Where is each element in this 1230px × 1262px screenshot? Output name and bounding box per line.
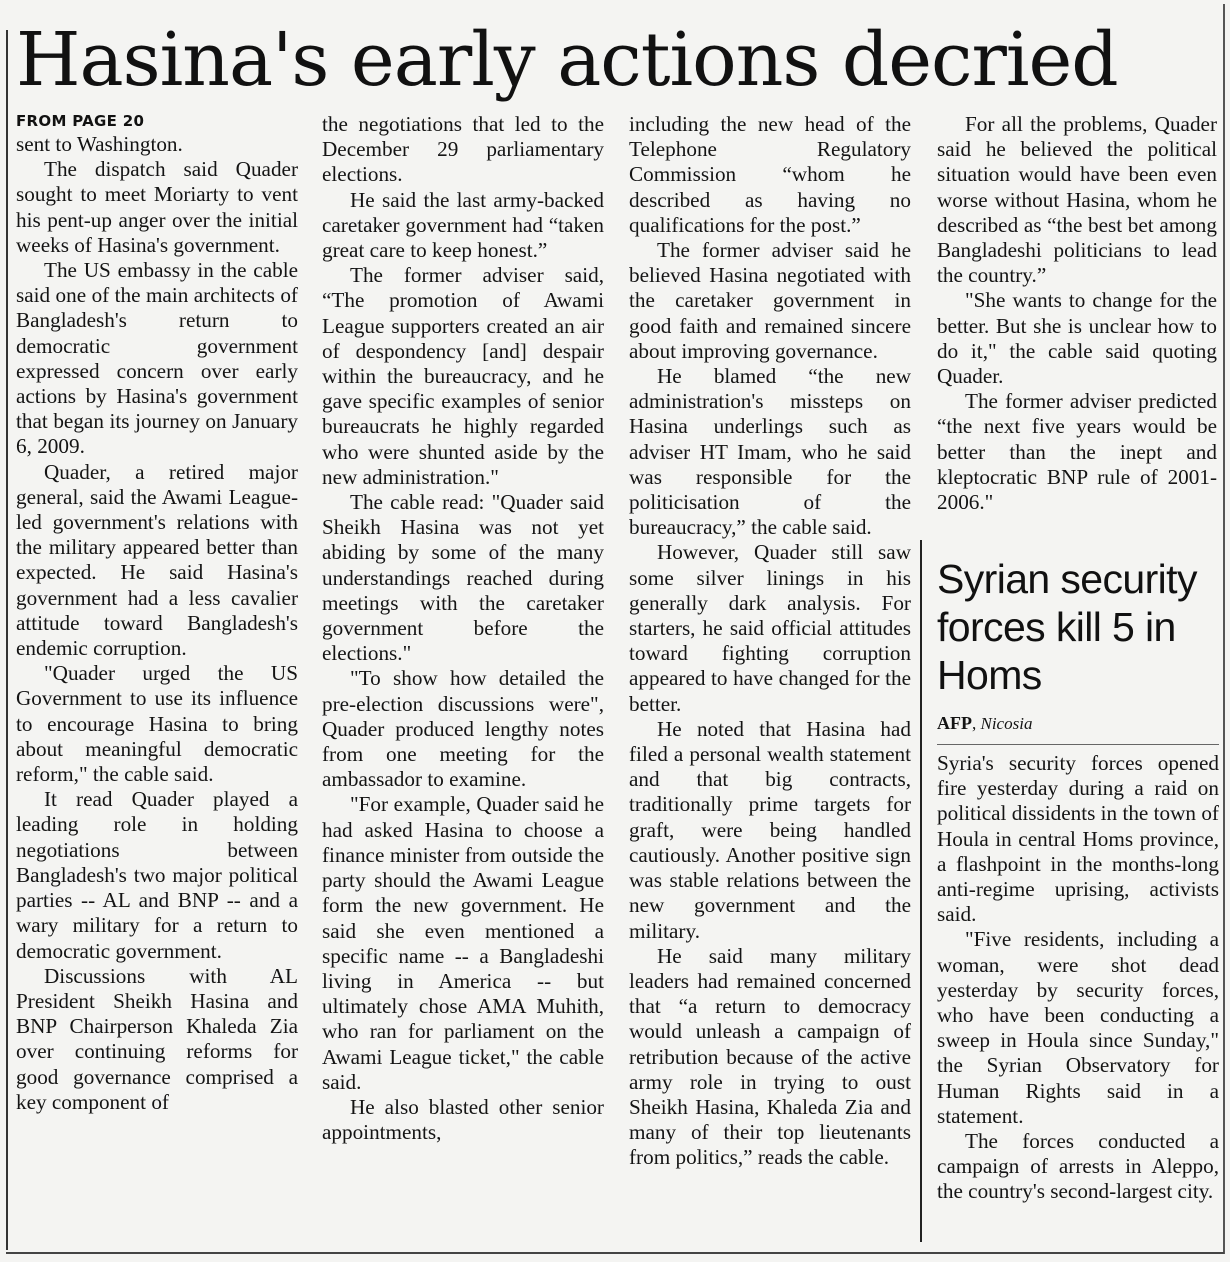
syria-headline: Syrian security forces kill 5 in Homs	[937, 556, 1197, 698]
paragraph: He noted that Hasina had filed a personal wealth statement and that big contracts, traditionally prime targets for graft, were being handled cautiously. Another positive sign was stable relations between the new government and the military.	[629, 716, 911, 943]
paragraph: He also blasted other senior appointments,	[322, 1094, 604, 1145]
paragraph: Discussions with AL President Sheikh Hasina and BNP Chairperson Khaleda Zia over continuing reforms for good governance comprised a key component of	[16, 963, 298, 1114]
paragraph: "For example, Quader said he had asked Hasina to choose a finance minister from outside the party should the Awami League form the new government. He said she even mentioned a specific name -- a Bangladeshi living in America -- but ultimately chose AMA Muhith, who ran for parliament on the Awami League ticket," the cable said.	[322, 792, 604, 1094]
byline-place: Nicosia	[980, 714, 1033, 733]
syria-story-body	[937, 751, 1219, 1226]
paragraph: The forces conducted a campaign of arrests in Aleppo, the country's second-largest city.	[937, 1129, 1219, 1204]
main-story-column-3	[629, 112, 911, 1247]
byline-rule	[937, 744, 1219, 745]
main-story-column-4	[937, 112, 1217, 532]
paragraph: He blamed “the new administration's missteps on Hasina underlings such as adviser HT Imam, who he said was responsible for the politicisation of the bureaucracy,” the cable said.	[629, 364, 911, 540]
paragraph: including the new head of the Telephone Regulatory Commission “whom he described as having no qualifications for the post.”	[629, 112, 911, 237]
paragraph: The dispatch said Quader sought to meet Moriarty to vent his pent-up anger over the initial weeks of Hasina's government.	[16, 157, 298, 257]
byline-separator: ,	[972, 714, 981, 733]
paragraph: "She wants to change for the better. But she is unclear how to do it," the cable said quoting Quader.	[937, 288, 1217, 389]
bottom-border-rule	[6, 1252, 1224, 1254]
paragraph: "Quader urged the US Government to use its influence to encourage Hasina to bring about meaningful democratic reform," the cable said.	[16, 661, 298, 787]
paragraph: sent to Washington.	[16, 132, 183, 156]
paragraph: The US embassy in the cable said one of the main architects of Bangladesh's return to democratic government expressed concern over early actions by Hasina's government that began its journey on January 6, 2009.	[16, 258, 298, 459]
main-story-column-2	[322, 112, 604, 1247]
paragraph: The former adviser said, “The promotion of Awami League supporters created an air of despondency [and] despair within the bureaucracy, and he gave specific examples of senior bureaucrats he highly regarded who were shunted aside by the new administration."	[322, 263, 604, 489]
syria-story	[937, 555, 1219, 1226]
byline	[937, 713, 1219, 734]
main-story-column-1	[16, 112, 298, 1247]
paragraph: "To show how detailed the pre-election discussions were", Quader produced lengthy notes from one meeting for the ambassador to examine.	[322, 666, 604, 792]
from-page-label: FROM PAGE 20	[16, 112, 145, 130]
paragraph: It read Quader played a leading role in holding negotiations between Bangladesh's two major political parties -- AL and BNP -- and a wary military for a return to democratic government.	[16, 787, 298, 963]
paragraph: For all the problems, Quader said he believed the political situation would have been even worse without Hasina, whom he described as “the best bet among Bangladeshi politicians to lead the country.”	[937, 112, 1217, 288]
paragraph: The cable read: "Quader said Sheikh Hasina was not yet abiding by some of the many understandings reached during meetings with the caretaker government before the elections."	[322, 490, 604, 666]
paragraph: The former adviser said he believed Hasina negotiated with the caretaker government in good faith and remained sincere about improving governance.	[629, 238, 911, 363]
paragraph: He said many military leaders had remained concerned that “a return to democracy would unleash a campaign of retribution because of the active army role in trying to oust Sheikh Hasina, Khaleda Zia and many of their top lieutenants from politics,” reads the cable.	[629, 943, 911, 1170]
paragraph: Quader, a retired major general, said the Awami League-led government's relations with the military appeared better than expected. He said Hasina's government had a less cavalier attitude toward Bangladesh's endemic corruption.	[16, 459, 298, 661]
paragraph: However, Quader still saw some silver linings in his generally dark analysis. For starters, he said official attitudes toward fighting corruption appeared to have changed for the better.	[629, 540, 911, 716]
paragraph: Syria's security forces opened fire yesterday during a raid on political dissidents in the town of Houla in central Homs province, a flashpoint in the months-long anti-regime uprising, activists said.	[937, 751, 1219, 927]
right-border-rule	[1223, 4, 1225, 1254]
main-headline: Hasina's early actions decried	[16, 17, 1118, 103]
byline-agency: AFP	[937, 713, 972, 733]
paragraph: The former adviser predicted “the next five years would be better than the inept and kleptocratic BNP rule of 2001-2006."	[937, 389, 1217, 515]
paragraph: "Five residents, including a woman, were shot dead yesterday by security forces, who have been conducting a sweep in Houla since Sunday," the Syrian Observatory for Human Rights said in a statement.	[937, 927, 1219, 1128]
paragraph: the negotiations that led to the December 29 parliamentary elections.	[322, 112, 604, 187]
left-border-rule	[6, 30, 8, 1250]
column-divider-rule	[920, 540, 922, 1242]
paragraph: He said the last army-backed caretaker government had “taken great care to keep honest.”	[322, 187, 604, 263]
